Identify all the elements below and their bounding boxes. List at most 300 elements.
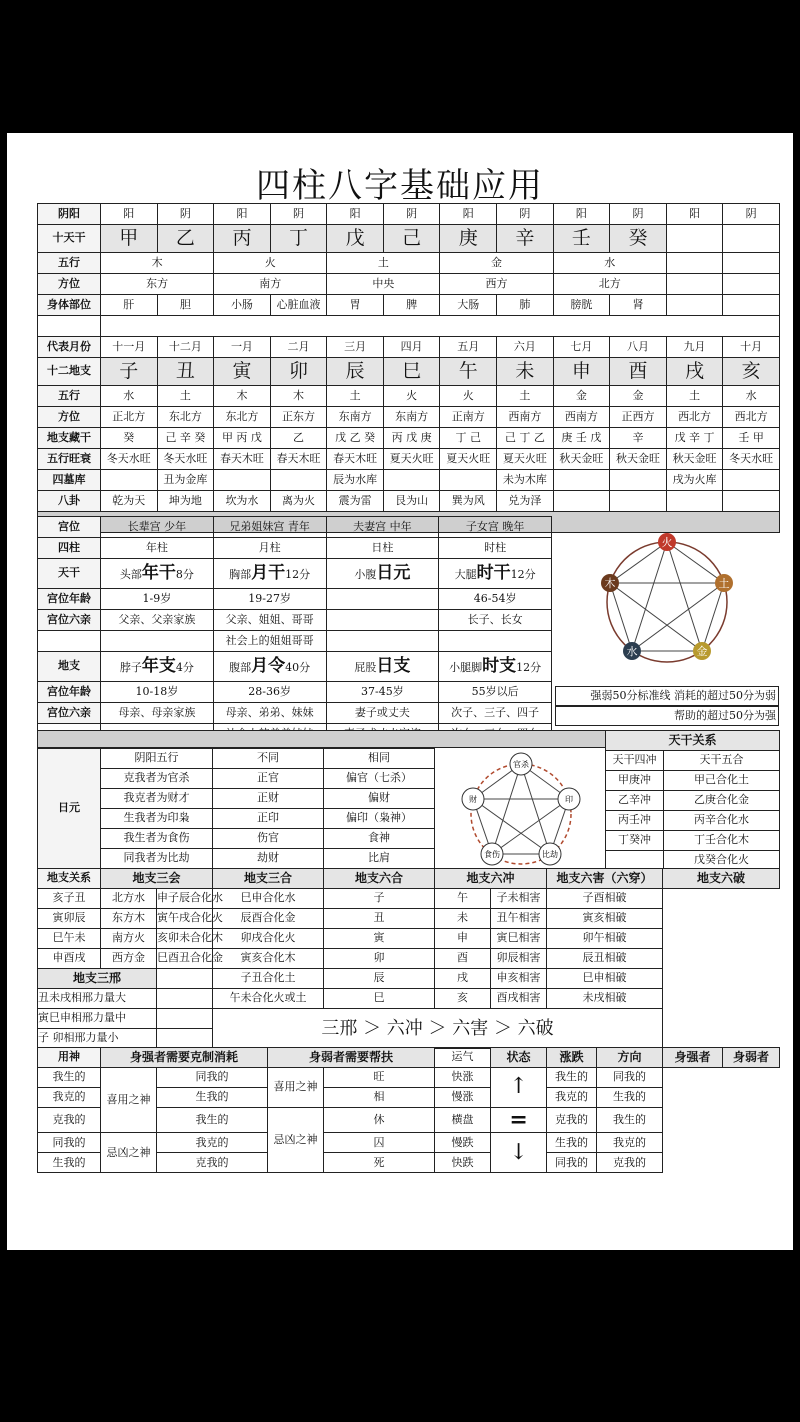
head-cell: 涨跌 xyxy=(547,1048,597,1068)
fangwei-cell: 西南方 xyxy=(553,407,610,428)
branches-row xyxy=(38,358,780,386)
cell: 生我者为印枭 xyxy=(101,809,213,829)
hidden-row xyxy=(38,428,780,449)
cell: 母亲、母亲家族 xyxy=(101,703,214,724)
bagua-cell: 艮为山 xyxy=(383,491,440,512)
tg-suf: 12分 xyxy=(285,568,311,582)
dz-suf: 12分 xyxy=(516,661,542,675)
head-cell: 身强者 xyxy=(663,1048,723,1068)
cell: 北方水 xyxy=(101,889,157,909)
fangwei-cell: 东北方 xyxy=(157,407,214,428)
row-label: 十二地支 xyxy=(38,358,101,386)
body-cell: 肝 xyxy=(101,295,158,316)
shishen-node-label: 官杀 xyxy=(513,760,529,769)
tiangan-row xyxy=(38,559,552,589)
wuxing-cell: 土 xyxy=(666,386,723,407)
sheet xyxy=(7,133,793,1250)
branch-cell: 申 xyxy=(553,358,610,386)
branch-cell: 卯 xyxy=(270,358,327,386)
cell: 旺 xyxy=(324,1068,435,1088)
dizhi-row xyxy=(38,989,780,1009)
blank-cell xyxy=(666,274,723,295)
yinyang-cell: 阴 xyxy=(610,204,667,225)
wuxing-node-label: 火 xyxy=(661,536,673,549)
cell: 死 xyxy=(324,1153,435,1173)
row-label: 身体部位 xyxy=(38,295,101,316)
row-label: 八卦 xyxy=(38,491,101,512)
cell: 寅午戌合化火 xyxy=(157,909,213,929)
tg-pre: 胸部 xyxy=(229,568,252,582)
blank-cell xyxy=(610,491,667,512)
cell: 次子、三子、四子 xyxy=(439,703,552,724)
wang-cell: 冬天水旺 xyxy=(723,449,780,470)
month-cell: 八月 xyxy=(610,337,667,358)
yongshen-row xyxy=(38,1133,780,1153)
mu-row xyxy=(38,470,780,491)
kin1-row xyxy=(38,610,552,631)
yinyang-row xyxy=(38,204,780,225)
merged-cell: 北方 xyxy=(553,274,666,295)
fangwei-cell: 东北方 xyxy=(214,407,271,428)
merged-cell: 木 xyxy=(101,253,214,274)
body-cell: 脾 xyxy=(383,295,440,316)
stem-cell: 丙 xyxy=(214,225,271,253)
fangwei2-row xyxy=(38,407,780,428)
cell: 时柱 xyxy=(439,538,552,559)
wang-cell: 秋天金旺 xyxy=(666,449,723,470)
head-cell: 地支三合 xyxy=(213,869,324,889)
hidden-stem-cell: 戊 辛 丁 xyxy=(666,428,723,449)
body-cell: 膀胱 xyxy=(553,295,610,316)
cell: 1-9岁 xyxy=(101,589,214,610)
cell: 生我的 xyxy=(38,1153,101,1173)
tg-big: 年干 xyxy=(141,563,176,584)
fangwei-cell: 西北方 xyxy=(723,407,780,428)
age1-row xyxy=(38,589,552,610)
cell: 丙辛合化水 xyxy=(664,811,780,831)
bagua-row xyxy=(38,491,780,512)
branch-cell: 戌 xyxy=(666,358,723,386)
cell: 我克的 xyxy=(547,1088,597,1108)
cell: 未戌相破 xyxy=(547,989,663,1009)
row-label: 五行旺衰 xyxy=(38,449,101,470)
page-title: 四柱八字基础应用 xyxy=(256,166,544,206)
stem-cell: 丁 xyxy=(270,225,327,253)
wuxing-cell: 土 xyxy=(327,386,384,407)
cell: 同我者为比劫 xyxy=(101,849,213,869)
cell: 未 xyxy=(435,909,491,929)
cell: 正印 xyxy=(213,809,324,829)
row-label: 地支 xyxy=(38,652,101,682)
blank-cell xyxy=(666,253,723,274)
body-cell: 心脏血液 xyxy=(270,295,327,316)
bagua-cell: 兑为泽 xyxy=(497,491,554,512)
strength-note: 强弱50分标准线 消耗的超过50分为弱 xyxy=(555,686,779,706)
head-cell: 不同 xyxy=(213,749,324,769)
head-cell: 身弱者 xyxy=(723,1048,780,1068)
cell: 横盘 xyxy=(435,1108,491,1133)
body-cell: 小肠 xyxy=(214,295,271,316)
cell: 生我的 xyxy=(547,1133,597,1153)
month-cell: 五月 xyxy=(440,337,497,358)
cell: 偏印（枭神） xyxy=(324,809,435,829)
cell: 甲己合化土 xyxy=(664,771,780,791)
tg-cell xyxy=(101,559,214,589)
cell: 申子辰合化水 xyxy=(157,889,213,909)
cell: 我克的 xyxy=(157,1133,268,1153)
cell: 月柱 xyxy=(213,538,326,559)
body-cell: 肾 xyxy=(610,295,667,316)
bagua-cell: 离为火 xyxy=(270,491,327,512)
cell: 偏官（七杀） xyxy=(324,769,435,789)
cell: 囚 xyxy=(324,1133,435,1153)
merged-cell: 火 xyxy=(214,253,327,274)
cell: 甲庚冲 xyxy=(606,771,664,791)
cell: 我克者为财才 xyxy=(101,789,213,809)
head-cell: 地支三会 xyxy=(101,869,213,889)
cell: 申亥相害 xyxy=(491,969,547,989)
head-cell: 地支六破 xyxy=(663,869,780,889)
blank-cell xyxy=(723,491,780,512)
cell: 偏财 xyxy=(324,789,435,809)
cell: 伤官 xyxy=(213,829,324,849)
head-cell: 身弱者需要帮扶 xyxy=(268,1048,435,1068)
wang-cell: 秋天金旺 xyxy=(553,449,610,470)
equal-icon: = xyxy=(491,1108,547,1133)
branch-cell: 亥 xyxy=(723,358,780,386)
cell: 巳申合化水 xyxy=(213,889,324,909)
cell: 寅卯辰 xyxy=(38,909,101,929)
fangwei-cell: 西南方 xyxy=(497,407,554,428)
row-label: 四柱 xyxy=(38,538,101,559)
riyuan-table xyxy=(37,748,435,869)
yinyang-cell: 阴 xyxy=(383,204,440,225)
cell: 丁癸冲 xyxy=(606,831,664,851)
cell: 相 xyxy=(324,1088,435,1108)
dz-cell xyxy=(101,652,214,682)
cell: 社会上的姐姐哥哥 xyxy=(213,631,326,652)
cell: 同我的 xyxy=(38,1133,101,1153)
wuxing-cell: 水 xyxy=(723,386,780,407)
month-cell: 十月 xyxy=(723,337,780,358)
row-label: 宫位年龄 xyxy=(38,682,101,703)
wang-cell: 春天木旺 xyxy=(214,449,271,470)
cell: 我生的 xyxy=(38,1068,101,1088)
dz-pre: 小腿脚 xyxy=(449,661,483,675)
cell: 乙庚合化金 xyxy=(664,791,780,811)
bagua-cell: 震为雷 xyxy=(327,491,384,512)
cell: 子未相害 xyxy=(491,889,547,909)
blank-cell xyxy=(157,989,213,1009)
blank-cell xyxy=(723,274,780,295)
cell: 夫妻宫 中年 xyxy=(326,517,439,538)
cell: 父亲、姐姐、哥哥 xyxy=(213,610,326,631)
cell: 丑午相害 xyxy=(491,909,547,929)
cell: 卯戌合化火 xyxy=(213,929,324,949)
cell: 生我的 xyxy=(597,1088,663,1108)
table-title: 天干关系 xyxy=(606,731,780,751)
hidden-stem-cell: 丁 己 xyxy=(440,428,497,449)
merged-cell: 土 xyxy=(327,253,440,274)
blank-row xyxy=(38,316,780,337)
fangwei-row xyxy=(38,274,780,295)
cell: 正财 xyxy=(213,789,324,809)
branch-cell: 午 xyxy=(440,358,497,386)
fangwei-cell: 西北方 xyxy=(666,407,723,428)
blank-cell xyxy=(666,491,723,512)
cell: 19-27岁 xyxy=(213,589,326,610)
dz-pre: 脖子 xyxy=(119,661,142,675)
arrow-up-icon: ↑ xyxy=(491,1068,547,1108)
blank-cell xyxy=(157,1029,213,1049)
head-cell: 状态 xyxy=(491,1048,547,1068)
cell: 卯 xyxy=(324,949,435,969)
yinyang-cell: 阳 xyxy=(440,204,497,225)
month-cell: 七月 xyxy=(553,337,610,358)
yinyang-cell: 阴 xyxy=(723,204,780,225)
cell: 亥 xyxy=(435,989,491,1009)
hidden-stem-cell: 丙 戊 庚 xyxy=(383,428,440,449)
row-label: 日元 xyxy=(38,749,101,869)
mu-cell: 丑为金库 xyxy=(157,470,214,491)
head-cell: 身强者需要克制消耗 xyxy=(101,1048,268,1068)
blank-cell xyxy=(723,253,780,274)
month-cell: 四月 xyxy=(383,337,440,358)
hidden-stem-cell: 庚 壬 戊 xyxy=(553,428,610,449)
tg-big: 月干 xyxy=(251,563,286,584)
riyuan-head xyxy=(38,749,435,769)
cell: 丁壬合化木 xyxy=(664,831,780,851)
branch-cell: 未 xyxy=(497,358,554,386)
head-cell: 相同 xyxy=(324,749,435,769)
tg-pre: 大腿 xyxy=(454,568,477,582)
cell: 我生者为食伤 xyxy=(101,829,213,849)
yinyang-cell: 阳 xyxy=(101,204,158,225)
xi-cell: 喜用之神 xyxy=(268,1068,324,1108)
wuxing-node-label: 土 xyxy=(718,577,730,590)
age2-row xyxy=(38,682,552,703)
merged-cell: 金 xyxy=(440,253,553,274)
cell: 辰 xyxy=(324,969,435,989)
cell: 长辈宫 少年 xyxy=(101,517,214,538)
cell: 戌 xyxy=(435,969,491,989)
bagua-cell: 坤为地 xyxy=(157,491,214,512)
month-row xyxy=(38,337,780,358)
row-label: 五行 xyxy=(38,253,101,274)
gongwei-row xyxy=(38,517,552,538)
dizhi-row xyxy=(38,909,780,929)
cell: 同我的 xyxy=(597,1068,663,1088)
cell: 快涨 xyxy=(435,1068,491,1088)
cell: 父亲、父亲家族 xyxy=(101,610,214,631)
mu-cell: 辰为水库 xyxy=(327,470,384,491)
head-cell: 天干四冲 xyxy=(606,751,664,771)
cell: 丙壬冲 xyxy=(606,811,664,831)
yunqi-label: 运气 xyxy=(435,1048,491,1068)
stem-cell: 庚 xyxy=(440,225,497,253)
month-cell: 十二月 xyxy=(157,337,214,358)
cell: 申酉戌 xyxy=(38,949,101,969)
wang-row xyxy=(38,449,780,470)
row-label: 宫位六亲 xyxy=(38,703,101,724)
cell: 西方金 xyxy=(101,949,157,969)
cell: 妻子或丈夫 xyxy=(326,703,439,724)
month-cell: 二月 xyxy=(270,337,327,358)
branch-cell: 寅 xyxy=(214,358,271,386)
bagua-cell: 巽为风 xyxy=(440,491,497,512)
dz-cell xyxy=(213,652,326,682)
wuxing-cell: 木 xyxy=(270,386,327,407)
shishen-node-label: 印 xyxy=(565,795,573,804)
wang-cell: 冬天水旺 xyxy=(101,449,158,470)
branch-cell: 巳 xyxy=(383,358,440,386)
blank-cell xyxy=(157,1009,213,1029)
cell: 劫财 xyxy=(213,849,324,869)
tg-pre: 小腹 xyxy=(354,568,377,582)
stem-cell: 己 xyxy=(383,225,440,253)
yongshen-row xyxy=(38,1068,780,1088)
body-cell: 胃 xyxy=(327,295,384,316)
cell: 生我的 xyxy=(157,1088,268,1108)
cell: 克我的 xyxy=(547,1108,597,1133)
cell: 辰酉合化金 xyxy=(213,909,324,929)
hidden-stem-cell: 癸 xyxy=(101,428,158,449)
cell: 慢涨 xyxy=(435,1088,491,1108)
tg-suf: 8分 xyxy=(175,568,194,582)
dizhi-row xyxy=(38,889,780,909)
cell: 正官 xyxy=(213,769,324,789)
row-label: 地支藏干 xyxy=(38,428,101,449)
cell: 丑 xyxy=(324,909,435,929)
dz-big: 月令 xyxy=(251,656,286,677)
blank-cell xyxy=(666,295,723,316)
cell: 我克的 xyxy=(38,1088,101,1108)
blank-cell xyxy=(157,969,213,989)
month-cell: 十一月 xyxy=(101,337,158,358)
cell: 37-45岁 xyxy=(326,682,439,703)
yinyang-cell: 阳 xyxy=(553,204,610,225)
ji-cell: 忌凶之神 xyxy=(268,1108,324,1173)
blank-cell xyxy=(553,491,610,512)
yinyang-cell: 阳 xyxy=(214,204,271,225)
month-cell: 九月 xyxy=(666,337,723,358)
merged-cell: 水 xyxy=(553,253,666,274)
dz-cell xyxy=(326,652,439,682)
cell: 酉 xyxy=(435,949,491,969)
fangwei-cell: 正东方 xyxy=(270,407,327,428)
wuxing-cycle-diagram xyxy=(555,516,779,686)
fangwei-cell: 正北方 xyxy=(101,407,158,428)
dz-big: 年支 xyxy=(141,656,176,677)
branch-cell: 辰 xyxy=(327,358,384,386)
head-cell: 天干五合 xyxy=(664,751,780,771)
shishen-node-label: 财 xyxy=(469,795,477,804)
branch-cell: 子 xyxy=(101,358,158,386)
row-label: 宫位年龄 xyxy=(38,589,101,610)
body-cell: 胆 xyxy=(157,295,214,316)
bagua-cell: 乾为天 xyxy=(101,491,158,512)
stem-cell: 壬 xyxy=(553,225,610,253)
body-cell: 肺 xyxy=(497,295,554,316)
hidden-stem-cell: 戊 乙 癸 xyxy=(327,428,384,449)
sanxing-cell: 寅巳申相邢力量中 xyxy=(38,1009,157,1029)
month-cell: 六月 xyxy=(497,337,554,358)
cell: 巳 xyxy=(324,989,435,1009)
blank-cell xyxy=(723,225,780,253)
sizhu-row xyxy=(38,538,552,559)
arrow-down-icon: ↓ xyxy=(491,1133,547,1173)
kin2-row xyxy=(38,703,552,724)
cell: 长子、长女 xyxy=(439,610,552,631)
stems-row xyxy=(38,225,780,253)
wuxing-node-label: 水 xyxy=(626,645,638,658)
stem-cell: 辛 xyxy=(497,225,554,253)
row-label: 代表月份 xyxy=(38,337,101,358)
stem-cell: 癸 xyxy=(610,225,667,253)
head-cell: 阴阳五行 xyxy=(101,749,213,769)
stem-cell: 甲 xyxy=(101,225,158,253)
fangwei-cell: 东南方 xyxy=(383,407,440,428)
cell: 克我的 xyxy=(38,1108,101,1133)
shishen-node-label: 食伤 xyxy=(484,850,500,859)
yongshen-table xyxy=(37,1047,780,1173)
merged-cell: 西方 xyxy=(440,274,553,295)
dizhi-row xyxy=(38,969,780,989)
row-label: 方位 xyxy=(38,274,101,295)
row-label: 用神 xyxy=(38,1048,101,1068)
cell: 我克的 xyxy=(597,1133,663,1153)
cell: 同我的 xyxy=(157,1068,268,1088)
cycle-star-outline xyxy=(610,542,724,651)
row-label: 十天干 xyxy=(38,225,101,253)
shishen-cycle-diagram xyxy=(437,746,605,884)
head-cell: 方向 xyxy=(597,1048,663,1068)
wang-cell: 秋天金旺 xyxy=(610,449,667,470)
cell: 子丑合化土 xyxy=(213,969,324,989)
dz-pre: 屁股 xyxy=(354,661,377,675)
fangwei-cell: 正西方 xyxy=(610,407,667,428)
cell: 46-54岁 xyxy=(439,589,552,610)
hidden-stem-cell: 壬 甲 xyxy=(723,428,780,449)
cell: 戊癸合化火 xyxy=(664,851,780,871)
row-label: 四墓库 xyxy=(38,470,101,491)
wang-cell: 夏天火旺 xyxy=(497,449,554,470)
yinyang-cell: 阴 xyxy=(497,204,554,225)
tg-cell xyxy=(213,559,326,589)
wuxing2-row xyxy=(38,386,780,407)
cell: 亥子丑 xyxy=(38,889,101,909)
tg-cell xyxy=(439,559,552,589)
shishen-node-label: 比劫 xyxy=(542,850,558,859)
fangwei-cell: 正南方 xyxy=(440,407,497,428)
stem-cell: 戊 xyxy=(327,225,384,253)
row-label: 地支关系 xyxy=(38,869,101,889)
row-label: 方位 xyxy=(38,407,101,428)
xi-cell: 喜用之神 xyxy=(101,1068,157,1133)
strength-note-2: 帮助的超过50分为强 xyxy=(555,706,779,726)
wang-cell: 春天木旺 xyxy=(270,449,327,470)
cell: 28-36岁 xyxy=(213,682,326,703)
body-row xyxy=(38,295,780,316)
wuxing-cell: 金 xyxy=(610,386,667,407)
dizhi-row xyxy=(38,949,780,969)
tg-cell xyxy=(326,559,439,589)
hidden-stem-cell: 乙 xyxy=(270,428,327,449)
head-cell: 地支六冲 xyxy=(435,869,547,889)
wang-cell: 春天木旺 xyxy=(327,449,384,470)
dizhi-row xyxy=(38,652,552,682)
cell: 寅亥合化木 xyxy=(213,949,324,969)
